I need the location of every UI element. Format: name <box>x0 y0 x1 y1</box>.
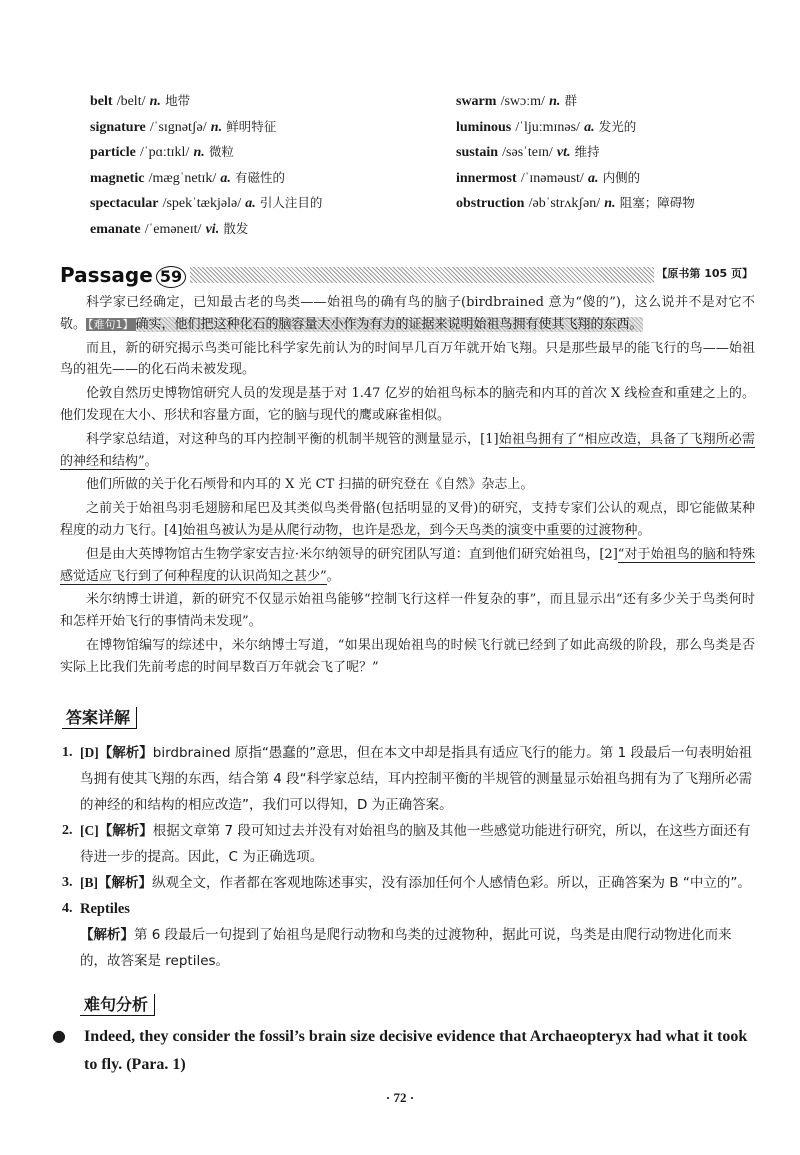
vocab-entry: magnetic /mægˈnetɪk/ a. 有磁性的 <box>90 169 286 186</box>
answer-item: 4. Reptiles <box>62 901 130 917</box>
answer-item: 2. [C]【解析】根据文章第 7 段可知过去并没有对始祖鸟的脑及其他一些感觉功能进行研究，所以，在这些方面还有待进一步的提高。因此，C 为正确选项。 <box>62 823 751 865</box>
vocab-entry: sustain /səsˈteɪn/ vt. 维持 <box>456 144 600 160</box>
vocab-entry: innermost /ˈɪnəməust/ a. 内侧的 <box>456 169 641 186</box>
passage-title: Passage 59 <box>60 262 190 288</box>
vocab-entry: particle /ˈpɑːtɪkl/ n. 微粒 <box>90 144 234 160</box>
paragraph: 但是由大英博物馆古生物学家安吉拉·米尔纳领导的研究团队写道：直到他们研究始祖鸟，[2]“对于始祖鸟的脑和特殊感觉适应飞行到了何种程度的认识尚知之甚少”。 <box>60 546 755 584</box>
passage-number: 59 <box>156 266 186 288</box>
paragraph: 科学家总结道，对这种鸟的耳内控制平衡的机制半规管的测量显示，[1]始祖鸟拥有了“相应改造，具备了飞翔所必需的神经和结构”。 <box>60 431 755 469</box>
vocab-entry: obstruction /əbˈstrʌkʃən/ n. 阻塞；障碍物 <box>456 195 695 211</box>
highlighted-sentence: 确实，他们把这种化石的脑容量大小作为有力的证据来说明始祖鸟拥有使其飞翔的东西。 <box>135 316 643 332</box>
vocab-entry: signature /ˈsɪgnətʃə/ n. 鲜明特征 <box>90 118 277 135</box>
paragraph: 科学家已经确定，已知最古老的鸟类——始祖鸟的确有鸟的脑子(birdbrained 意为“傻的”)，这么说并不是对它不敬。 【难句1】 确实，他们把这种化石的脑容量大小作为有力的证据来说明始祖鸟拥有使其飞翔的东西。 <box>60 295 755 332</box>
answers-section-header: 答案详解 <box>62 705 137 728</box>
paragraph: 之前关于始祖鸟羽毛翅膀和尾巴及其类似鸟类骨骼(包括明显的叉骨)的研究，支持专家们公认的观点，即它能做某种程度的动力飞行。[4]始祖鸟被认为是从爬行动物，也许是恐龙，到今天鸟类的演变中重要的过渡物种。 <box>60 501 755 538</box>
paragraph: 伦敦自然历史博物馆研究人员的发现是基于对 1.47 亿岁的始祖鸟标本的脑壳和内耳的首次 X 线检查和重建之上的。他们发现在大小、形状和容量方面，它的脑与现代的鹰或麻雀相似。 <box>60 386 755 423</box>
vocab-entry: emanate /ˈeməneɪt/ vi. 散发 <box>90 220 249 237</box>
vocab-entry: luminous /ˈljuːmɪnəs/ a. 发光的 <box>456 118 637 135</box>
difficult-sentence: ● Indeed, they consider the fossil’s brain size decisive evidence that Archaeopteryx had what it took to fly. (Para. 1) <box>68 1022 758 1079</box>
difficult-sentence-label: 【难句1】 <box>88 317 134 331</box>
underlined-answer-text: “对于始祖鸟的脑和特殊感觉适应飞行到了何种程度的认识尚知之甚少” <box>60 546 755 584</box>
vocab-column-left <box>90 92 322 245</box>
paragraph: 米尔纳博士讲道，新的研究不仅显示始祖鸟能够“控制飞行这样一件复杂的事”，而且显示出“还有多少关于鸟类何时和怎样开始飞行的事情尚未发现”。 <box>60 592 755 630</box>
underlined-answer-text: 始祖鸟拥有了“相应改造，具备了飞翔所必需的神经和结构” <box>60 431 755 469</box>
passage-translation <box>60 292 755 681</box>
paragraph: 他们所做的关于化石颅骨和内耳的 X 光 CT 扫描的研究登在《自然》杂志上。 <box>86 477 534 493</box>
bullet-icon: ● <box>52 1026 66 1045</box>
page-number: · 72 · <box>385 1090 415 1105</box>
answer-explanations <box>62 740 757 974</box>
answer-item: 3. [B]【解析】纵观全文，作者都在客观地陈述事实，没有添加任何个人感情色彩。所以，正确答案为 B “中立的”。 <box>62 875 751 891</box>
vocab-entry: swarm /swɔːm/ n. 群 <box>456 93 578 109</box>
vocab-entry: belt /belt/ n. 地带 <box>90 93 191 109</box>
passage-header <box>60 262 755 288</box>
paragraph: 而且，新的研究揭示鸟类可能比科学家先前认为的时间早几百万年就开始飞翔。只是那些最早的能飞行的鸟——始祖鸟的祖先——的化石尚未被发现。 <box>60 340 755 378</box>
paragraph: 在博物馆编写的综述中，米尔纳博士写道，“如果出现始祖鸟的时候飞行就已经到了如此高级的阶段，那么鸟类是否实际上比我们先前考虑的时间早数百万年就会飞了呢？” <box>60 637 755 675</box>
answer-item: 1. [D]【解析】birdbrained 原指“愚蠢的”意思，但在本文中却是指具有适应飞行的能力。第 1 段最后一句表明始祖鸟拥有使其飞翔的东西，结合第 4 段“科学家总结，耳内控制平衡的半规管的测量显示始祖鸟拥有为了飞翔所必需的神经的和结构的相应改造”，我们可以得知，D 为正确答案。 <box>62 745 753 813</box>
vocab-entry: spectacular /spekˈtækjələ/ a. 引人注目的 <box>90 195 323 211</box>
difficult-sentence-header: 难句分析 <box>80 992 155 1015</box>
underlined-answer-text: 始祖鸟被认为是从爬行动物，也许是恐龙，到今天鸟类的演变中重要的过渡物种 <box>182 522 638 538</box>
source-page-ref: 【原书第 105 页】 <box>654 265 755 283</box>
vocab-column-right <box>456 92 695 220</box>
answer-item-explanation: 【解析】第 6 段最后一句提到了始祖鸟是爬行动物和鸟类的过渡物种，据此可说，鸟类是由爬行动物进化而来的，故答案是 reptiles。 <box>80 927 732 969</box>
